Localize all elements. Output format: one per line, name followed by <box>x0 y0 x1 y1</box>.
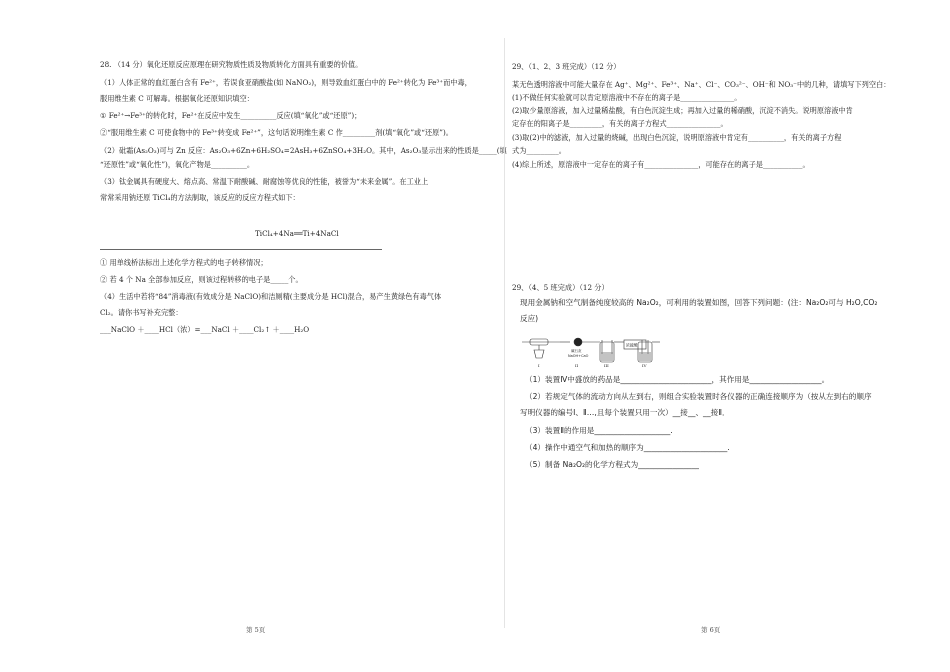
q29a-title: 29、（1、2、3 班完成）（12 分） <box>512 62 621 71</box>
fig-label-1: I <box>538 363 540 368</box>
fig-text-soda-lime: 碱石灰 <box>571 349 582 353</box>
q28-p3-item1: ① 用单线桥法标出上述化学方程式的电子转移情况； <box>100 258 268 267</box>
page-number-right: 第 6页 <box>701 626 721 634</box>
q29a-line2: (1)不做任何实验就可以肯定原溶液中不存在的离子是_______________。 <box>512 93 742 102</box>
fig-label-4: IV <box>642 363 647 368</box>
q28-p3-line1: （3）钛金属具有硬度大、熔点高、常温下耐酸碱、耐腐蚀等优良的性能，被誉为“未来金属”。在工业上 <box>100 177 429 186</box>
fig-label-2: II <box>575 363 579 368</box>
q29b-q2-line2: 写明仪器的编号Ⅰ、Ⅱ…,且每个装置只用一次）__接__、__接Ⅱ． <box>520 408 730 417</box>
q29b-q5: （5）制备 Na₂O₂的化学方程式为________________ <box>525 460 699 469</box>
q29b-title: 29、（4、5 班完成）（12 分） <box>512 283 609 292</box>
answer-line <box>100 249 382 250</box>
q28-p1-line2: 服用维生素 C 可解毒。根据氧化还原知识填空： <box>100 94 254 103</box>
q29a-line7: (4)综上所述，原溶液中一定存在的离子有_______________，可能存在的离子是___________。 <box>512 160 810 169</box>
q29a-line1: 某无色透明溶液中可能大量存在 Ag⁺、Mg²⁺、Fe³⁺、Na⁺、Cl⁻、CO₃²⁻、OH⁻和 NO₃⁻中的几种，请填写下列空白： <box>512 80 891 89</box>
apparatus-diagram <box>520 336 662 370</box>
q29b-q2-line1: （2）若规定气体的流动方向从左到右，则组合实验装置时各仪器的正确连接顺序为（按从左到右的顺序 <box>525 392 872 401</box>
q29a-line4: 定存在的阳离子是_________，有关的离子方程式_______________。 <box>512 119 728 128</box>
q28-title: 28. （14 分）氧化还原反应原理在研究物质性质及物质转化方面具有重要的价值。 <box>100 60 363 69</box>
q28-p4-line1: （4）生活中若将“84”消毒液(有效成分是 NaClO)和洁厕精(主要成分是 HCl)混合，易产生黄绿色有毒气体 <box>100 292 442 301</box>
q28-p2-line2: “还原性”或“氧化性”)，氧化产物是__________。 <box>100 160 255 169</box>
q28-p1-item2: ②“服用维生素 C 可使食物中的 Fe³⁺转变成 Fe²⁺”，这句话说明维生素 C 作_________剂(填“氧化”或“还原”)。 <box>100 128 453 137</box>
q29a-line3: (2)取少量原溶液，加入过量稀盐酸，有白色沉淀生成；再加入过量的稀硝酸，沉淀不消失。说明原溶液中肯 <box>512 106 853 115</box>
fig-label-3: III <box>604 363 609 368</box>
fig-text-sulfuric: 浓硫酸 <box>626 342 638 348</box>
q28-p4-line2: Cl₂。请你书写补充完整： <box>100 308 183 317</box>
q29b-intro-line1: 现用金属钠和空气制备纯度较高的 Na₂O₂，可利用的装置如图，回答下列问题：(注：Na₂O₂可与 H₂O,CO₂ <box>520 298 878 307</box>
q29a-line5: (3)取(2)中的滤液，加入过量的烧碱，出现白色沉淀，说明原溶液中肯定有__________，有关的离子方程 <box>512 133 842 142</box>
q28-p3-line2: 常常采用钠还原 TiCl₄的方法制取，该反应的反应方程式如下： <box>100 193 300 202</box>
fig-text-naoh-cao: NaOH+CaO <box>568 354 589 358</box>
q29b-q4: （4）操作中通空气和加热的顺序为______________________. <box>525 443 730 452</box>
q28-p4-equation: ___NaClO ＋____HCl（浓）=___NaCl ＋____Cl₂↑ ＋____H₂O <box>100 325 310 334</box>
q29a-line6: 式为_________。 <box>512 146 566 155</box>
q28-p1-item1: ① Fe²⁺→Fe³⁺的转化时，Fe²⁺在反应中发生__________反应(填“氧化”或“还原”)； <box>100 111 362 120</box>
page-number-left: 第 5页 <box>246 626 266 634</box>
q29b-q1: （1）装置Ⅳ中盛放的药品是________________________，其作用是___________________。 <box>525 375 830 384</box>
q29b-intro-line2: 反应) <box>520 314 539 323</box>
q28-p1-line1: （1）人体正常的血红蛋白含有 Fe²⁺，若误食亚硝酸盐(如 NaNO₂)，则导致血红蛋白中的 Fe²⁺转化为 Fe³⁺而中毒， <box>100 78 472 87</box>
q28-p3-item2: ② 若 4 个 Na 全部参加反应，则该过程转移的电子是_____个。 <box>100 275 303 284</box>
q28-p2-line1: （2）砒霜(As₂O₃)可与 Zn 反应：As₂O₃+6Zn+6H₂SO₄=2AsH₃+6ZnSO₄+3H₂O。其中，As₂O₃显示出来的性质是_____(填 <box>100 146 507 155</box>
q29b-q3: （3）装置Ⅱ的作用是____________________. <box>525 426 673 435</box>
tici4-equation: TiCl₄+4Na══Ti+4NaCl <box>255 229 339 238</box>
